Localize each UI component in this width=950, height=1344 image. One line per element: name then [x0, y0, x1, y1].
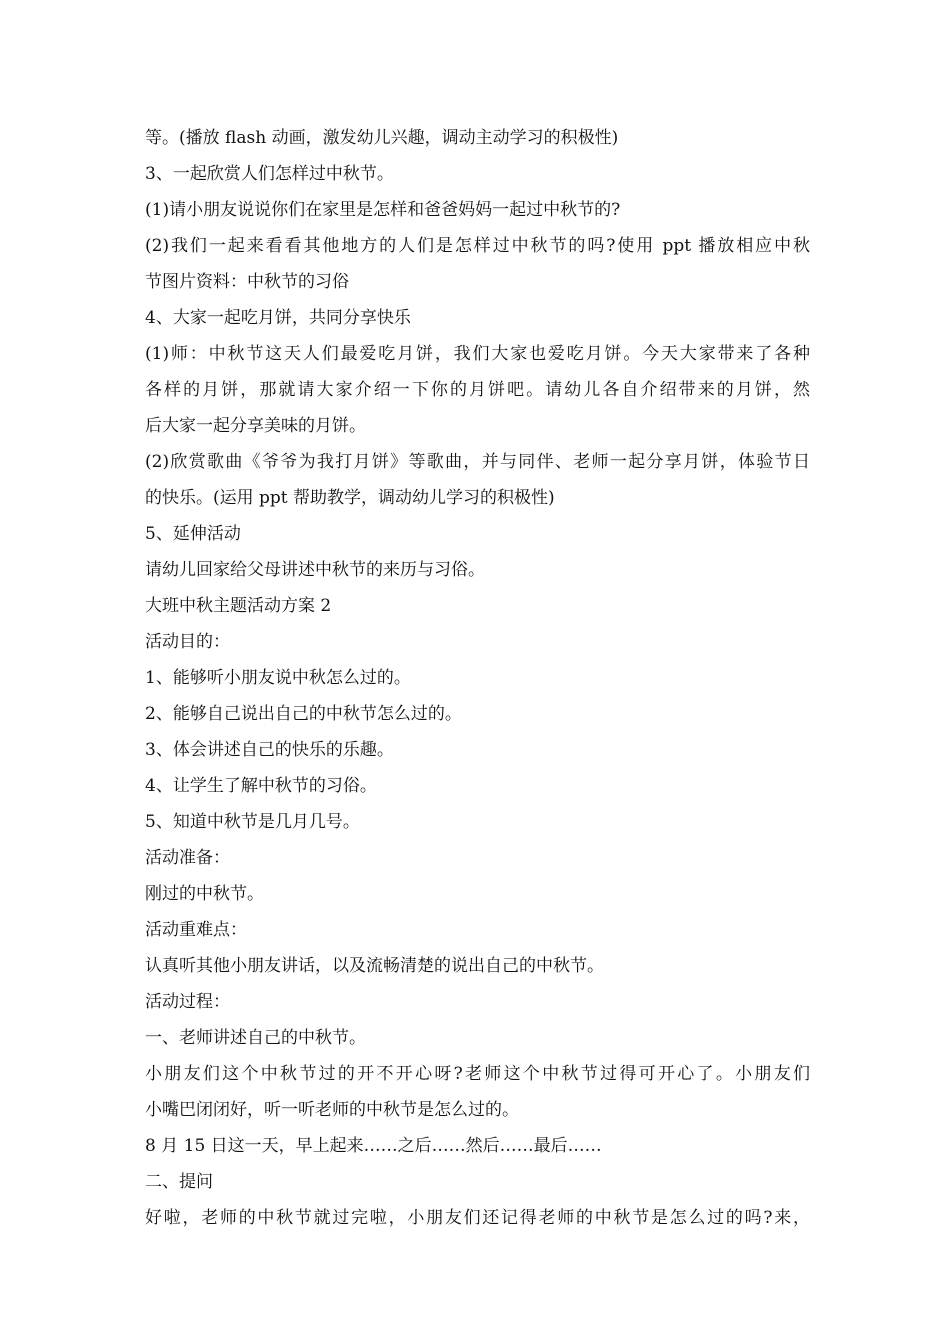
text-line: 认真听其他小朋友讲话，以及流畅清楚的说出自己的中秋节。 [145, 956, 604, 976]
text-line: 1、能够听小朋友说中秋怎么过的。 [145, 668, 411, 688]
text-line: 后大家一起分享美味的月饼。 [145, 416, 366, 436]
text-line: 刚过的中秋节。 [145, 884, 264, 904]
text-line: 一、老师讲述自己的中秋节。 [145, 1028, 366, 1048]
text-line: 8 月 15 日这一天，早上起来……之后……然后……最后…… [145, 1136, 602, 1156]
text-line: (2)我们一起来看看其他地方的人们是怎样过中秋节的吗?使用 ppt 播放相应中秋 [145, 236, 810, 256]
text-line: 活动目的： [145, 632, 230, 652]
text-line: 4、大家一起吃月饼，共同分享快乐 [145, 308, 411, 328]
text-line: 3、体会讲述自己的快乐的乐趣。 [145, 740, 394, 760]
text-line: 2、能够自己说出自己的中秋节怎么过的。 [145, 704, 462, 724]
text-line: 大班中秋主题活动方案 2 [145, 596, 332, 616]
text-line: 活动过程： [145, 992, 230, 1012]
text-line: 等。(播放 flash 动画，激发幼儿兴趣，调动主动学习的积极性) [145, 128, 619, 148]
text-line: 各样的月饼，那就请大家介绍一下你的月饼吧。请幼儿各自介绍带来的月饼，然 [145, 380, 810, 400]
text-line: 活动准备： [145, 848, 230, 868]
text-line: 5、知道中秋节是几月几号。 [145, 812, 360, 832]
text-line: 5、延伸活动 [145, 524, 241, 544]
text-line: 请幼儿回家给父母讲述中秋节的来历与习俗。 [145, 560, 485, 580]
text-line: 小朋友们这个中秋节过的开不开心呀?老师这个中秋节过得可开心了。小朋友们 [145, 1064, 810, 1084]
text-line: 二、提问 [145, 1172, 213, 1192]
text-line: 的快乐。(运用 ppt 帮助教学，调动幼儿学习的积极性) [145, 488, 555, 508]
text-line: 4、让学生了解中秋节的习俗。 [145, 776, 377, 796]
text-line: 节图片资料：中秋节的习俗 [145, 272, 349, 292]
text-line: (2)欣赏歌曲《爷爷为我打月饼》等歌曲，并与同伴、老师一起分享月饼，体验节日 [145, 452, 810, 472]
text-line: 好啦，老师的中秋节就过完啦，小朋友们还记得老师的中秋节是怎么过的吗?来， [145, 1208, 810, 1228]
text-line: (1)请小朋友说说你们在家里是怎样和爸爸妈妈一起过中秋节的? [145, 200, 621, 220]
text-line: 小嘴巴闭闭好，听一听老师的中秋节是怎么过的。 [145, 1100, 519, 1120]
text-line: 活动重难点： [145, 920, 247, 940]
document-body [145, 120, 810, 1236]
text-line: 3、一起欣赏人们怎样过中秋节。 [145, 164, 394, 184]
text-line: (1)师：中秋节这天人们最爱吃月饼，我们大家也爱吃月饼。今天大家带来了各种 [145, 344, 810, 364]
